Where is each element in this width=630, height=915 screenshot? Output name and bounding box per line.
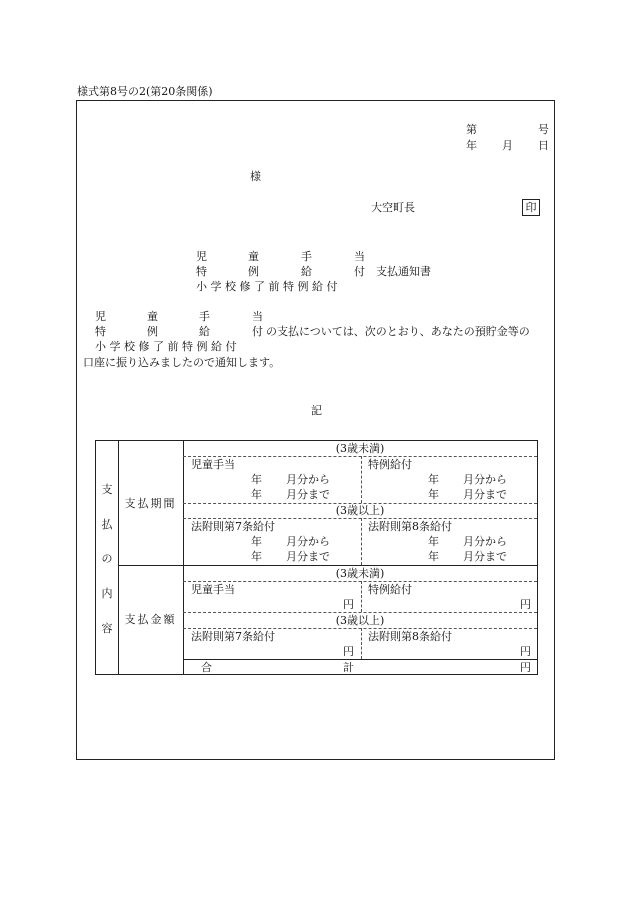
age-band-under3: (3歳未満): [335, 567, 385, 580]
number-prefix: 第: [466, 123, 477, 136]
body-line2-suffix: の支払については、次のとおり、あなたの預貯金等の: [266, 325, 530, 338]
vertical-label-char: 支: [101, 483, 113, 496]
dashed-column: [361, 456, 362, 503]
year-label: 年: [251, 473, 262, 486]
payment-amount-label: 支払金額: [124, 613, 177, 626]
date-month: 月: [502, 139, 513, 152]
art8-benefit-label: 法附則第8条給付: [368, 630, 452, 643]
age-band-over3: (3歳以上): [335, 614, 385, 627]
dashed-divider: [183, 456, 537, 457]
title-word: 当: [354, 250, 365, 263]
dashed-divider: [183, 612, 537, 613]
title-word: 付: [354, 265, 365, 278]
title-word: 手: [301, 250, 312, 263]
body-word: 児: [95, 310, 106, 323]
form-title: 様式第8号の2(第20条関係): [77, 85, 213, 98]
yen-label: 円: [343, 645, 354, 658]
dashed-divider: [183, 518, 537, 519]
column-divider: [118, 441, 119, 674]
body-line3: 小 学 校 修 了 前 特 例 給 付: [95, 340, 237, 353]
seal-mark: 印: [522, 199, 540, 216]
vertical-label-char: 内: [101, 587, 113, 600]
title-word: 例: [248, 265, 259, 278]
date-year: 年: [466, 139, 477, 152]
total-divider: [183, 659, 537, 660]
body-line4: 口座に振り込みましたので通知します。: [83, 356, 281, 369]
body-word: 付: [252, 325, 263, 338]
body-word: 例: [147, 325, 158, 338]
year-label: 年: [428, 488, 439, 501]
child-allowance-label: 児童手当: [191, 458, 235, 471]
dashed-divider: [183, 581, 537, 582]
year-label: 年: [251, 535, 262, 548]
vertical-label-char: の: [101, 552, 113, 565]
special-benefit-label: 特例給付: [368, 583, 412, 596]
age-band-over3: (3歳以上): [335, 504, 385, 517]
yen-label: 円: [520, 598, 531, 611]
addressee-suffix: 様: [250, 170, 261, 183]
vertical-label-char: 払: [101, 518, 113, 531]
age-band-under3: (3歳未満): [335, 442, 385, 455]
child-allowance-label: 児童手当: [191, 583, 235, 596]
year-label: 年: [251, 488, 262, 501]
month-from-label: 月分から: [286, 473, 330, 486]
body-word: 当: [252, 310, 263, 323]
title-word: 特: [196, 265, 207, 278]
vertical-label-char: 容: [101, 622, 113, 635]
total-label-left: 合: [201, 661, 212, 674]
body-word: 給: [199, 325, 210, 338]
section-divider: [118, 565, 537, 566]
yen-label: 円: [520, 645, 531, 658]
title-word: 童: [248, 250, 259, 263]
body-word: 童: [147, 310, 158, 323]
body-word: 手: [199, 310, 210, 323]
sender-name: 大空町長: [371, 201, 415, 214]
payment-detail-table: [95, 440, 538, 675]
title-line3: 小 学 校 修 了 前 特 例 給 付: [196, 280, 338, 293]
art8-benefit-label: 法附則第8条給付: [368, 520, 452, 533]
month-to-label: 月分まで: [463, 488, 507, 501]
yen-label: 円: [520, 661, 531, 674]
date-day: 日: [538, 139, 549, 152]
month-from-label: 月分から: [463, 473, 507, 486]
year-label: 年: [251, 550, 262, 563]
month-to-label: 月分まで: [463, 550, 507, 563]
dashed-divider: [183, 628, 537, 629]
month-from-label: 月分から: [463, 535, 507, 548]
title-word: 給: [301, 265, 312, 278]
month-from-label: 月分から: [286, 535, 330, 548]
art7-benefit-label: 法附則第7条給付: [191, 630, 275, 643]
column-divider: [183, 441, 184, 674]
ki-heading: 記: [311, 404, 322, 417]
special-benefit-label: 特例給付: [368, 458, 412, 471]
number-suffix: 号: [538, 123, 549, 136]
year-label: 年: [428, 535, 439, 548]
body-word: 特: [95, 325, 106, 338]
year-label: 年: [428, 550, 439, 563]
month-to-label: 月分まで: [286, 550, 330, 563]
payment-period-label: 支払期間: [124, 497, 177, 510]
art7-benefit-label: 法附則第7条給付: [191, 520, 275, 533]
dashed-column: [361, 518, 362, 565]
dashed-column: [361, 581, 362, 612]
title-suffix: 支払通知書: [376, 265, 431, 278]
total-label-right: 計: [343, 661, 354, 674]
dashed-column: [361, 628, 362, 659]
month-to-label: 月分まで: [286, 488, 330, 501]
yen-label: 円: [343, 598, 354, 611]
title-word: 児: [196, 250, 207, 263]
year-label: 年: [428, 473, 439, 486]
